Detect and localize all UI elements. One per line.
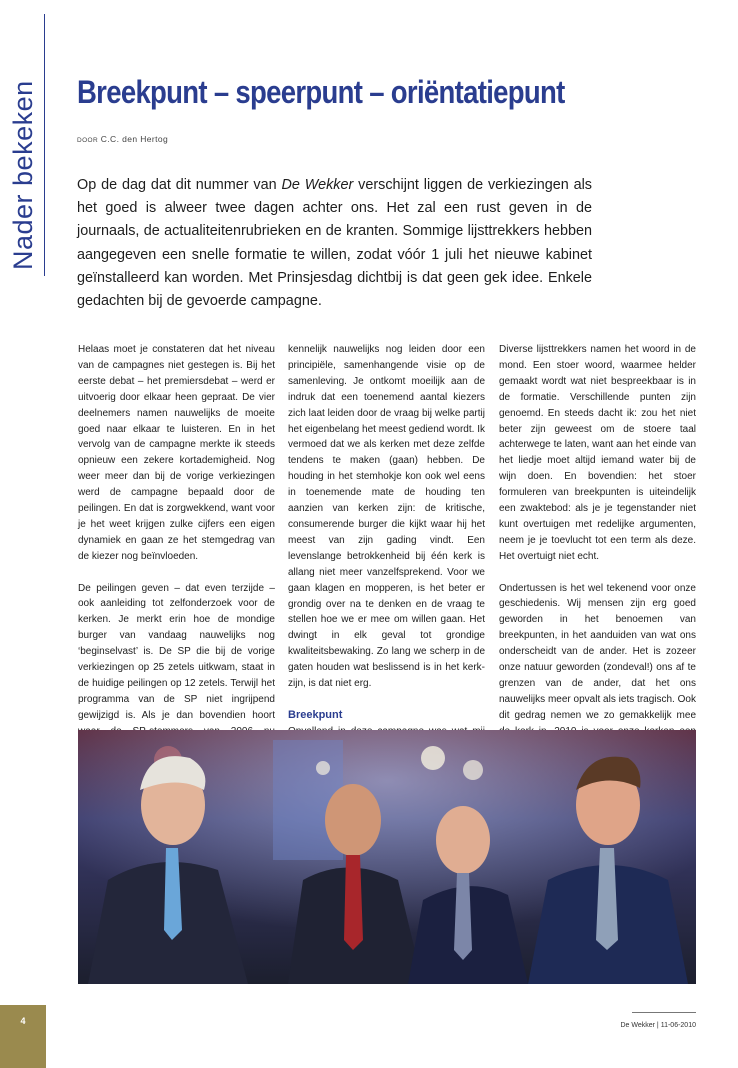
paragraph: Ondertussen is het wel tekenend voor onze geschiedenis. Wij mensen zijn erg goed geworden in het benoemen van breekpunten, in het aanduiden van wat ons onderscheidt van de ander. Het is zozeer onze natuur geworden (zondeval!) ons af te grenzen van de ander, dat het ons nauwelijks meer opvalt als iets tragisch. Ook dit gedrag nemen we zo gemakkelijk mee	[499, 582, 696, 721]
page-number: 4	[20, 1016, 26, 1026]
byline	[77, 134, 168, 144]
intro-paragraph	[77, 174, 592, 313]
photo-icon	[78, 730, 696, 984]
magazine-name: De Wekker	[281, 177, 354, 193]
photo-politicians	[78, 730, 696, 984]
page-number-box	[0, 1005, 46, 1068]
paragraph: De peilingen geven – dat even terzijde – ook aanleiding tot zelfonderzoek voor de kerken. Je merkt erin hoe de mondige burger van vandaag nauwelijks nog ‘beginselvast’ is. De SP die bij de vorige verkiezingen op 25 zetels uitkwam, staat in de huidige peilingen op 12 zetels. Terwijl het programma van de SP niet ingrijpend gewijzigd is. Als je dan bovendien hoort	[78, 582, 275, 721]
byline-prefix: DOOR	[77, 137, 99, 144]
column-1	[78, 342, 275, 787]
side-rule	[44, 14, 45, 276]
byline-author: C.C. den Hertog	[100, 134, 169, 144]
section-label: Nader bekeken	[8, 80, 38, 270]
column-2	[288, 342, 485, 771]
paragraph: Diverse lijsttrekkers namen het woord in de mond. Een stoer woord, waarmee helder gemaakt wordt wat niet bespreekbaar is in de formatie. Verschillende punten zijn genoemd. En steeds dacht ik: zou het niet beter zijn geweest om de stoere taal achterwege te laten, want aan het einde van het liedje moet altijd iemand water bij de wijn doen. En bovendien: het stoer formuleren van breekpunten is uiteindelijk een zwaktebod: als je je tegenstander niet kunt overtuigen met redelijke argumenten, neem je je toevlucht tot een term als deze. Het overtuigt niet echt.	[499, 344, 696, 562]
footer-rule	[632, 1012, 696, 1013]
intro-before: Op de dag dat dit nummer van	[77, 177, 282, 193]
intro-after: verschijnt liggen de verkiezingen als het goed is alweer twee dagen achter ons. Het zal een rust geven in de journaals, de actualiteitenrubrieken en de kranten. Sommige lijsttrekkers hebben aangegeven een snelle formatie te willen, zodat vóór 1 juli het nieuwe kabinet geïnstalleerd kan worden. Met Prinsjesdag dichtbij is dat geen gek idee. Enkele gedachten bij de gevoerde campagne.	[77, 177, 592, 310]
column-3	[499, 342, 696, 771]
footer-publication: De Wekker | 11-06-2010	[620, 1022, 696, 1029]
paragraph: Helaas moet je constateren dat het niveau van de campagnes niet gestegen is. Bij het eerste debat – het premiersdebat – werd er uitvoerig door elkaar heen gepraat. De vier deelnemers namen nauwelijks de moeite goed naar elkaar te luisteren. En in het vervolg van de campagne merkte ik steeds opnieuw een zekere kortademigheid. Nog weer meer dan bij de vorige verkiezingen werd de campagne bepaald door de peilingen. En dat is zorgwekkend, want voor je het weet krijgen zulke cijfers een eigen dynamiek en gaan ze het stemgedrag van de kiezer nog beïnvloeden.	[78, 344, 275, 562]
article-title: Breekpunt – speerpunt – oriëntatiepunt	[77, 74, 565, 110]
subheading-breekpunt: Breekpunt	[288, 708, 343, 721]
paragraph: kennelijk nauwelijks nog leiden door een principiële, samenhangende visie op de samenleving. Je ontkomt moeilijk aan de indruk dat een toenemend aantal kiezers zich laat leiden door de vraag bij welke partij het eigenbelang het meest gediend wordt. Ik vermoed dat we als kerken met deze zelfde tendens te maken (gaan) hebben. De houding in het stemhokje kon ook wel eens in toenemende mate de houding ten aanzien van kerken zijn: de kritische, consumerende burger die kijkt waar hij het meest van zijn gading vindt. Een levenslange betrokkenheid bij één kerk is allang niet meer vanzelfsprekend. Voor we gaan klagen en mopperen, is het beter er grondig over na te denken en de vraag te stellen hoe we er mee om willen gaan. Het dwingt in elk geval tot grondige kwaliteitsbewaking. Zo lang we scherp in de gaten houden wat beslissend is in het kerk-zijn, is dat niet erg.	[288, 344, 485, 690]
